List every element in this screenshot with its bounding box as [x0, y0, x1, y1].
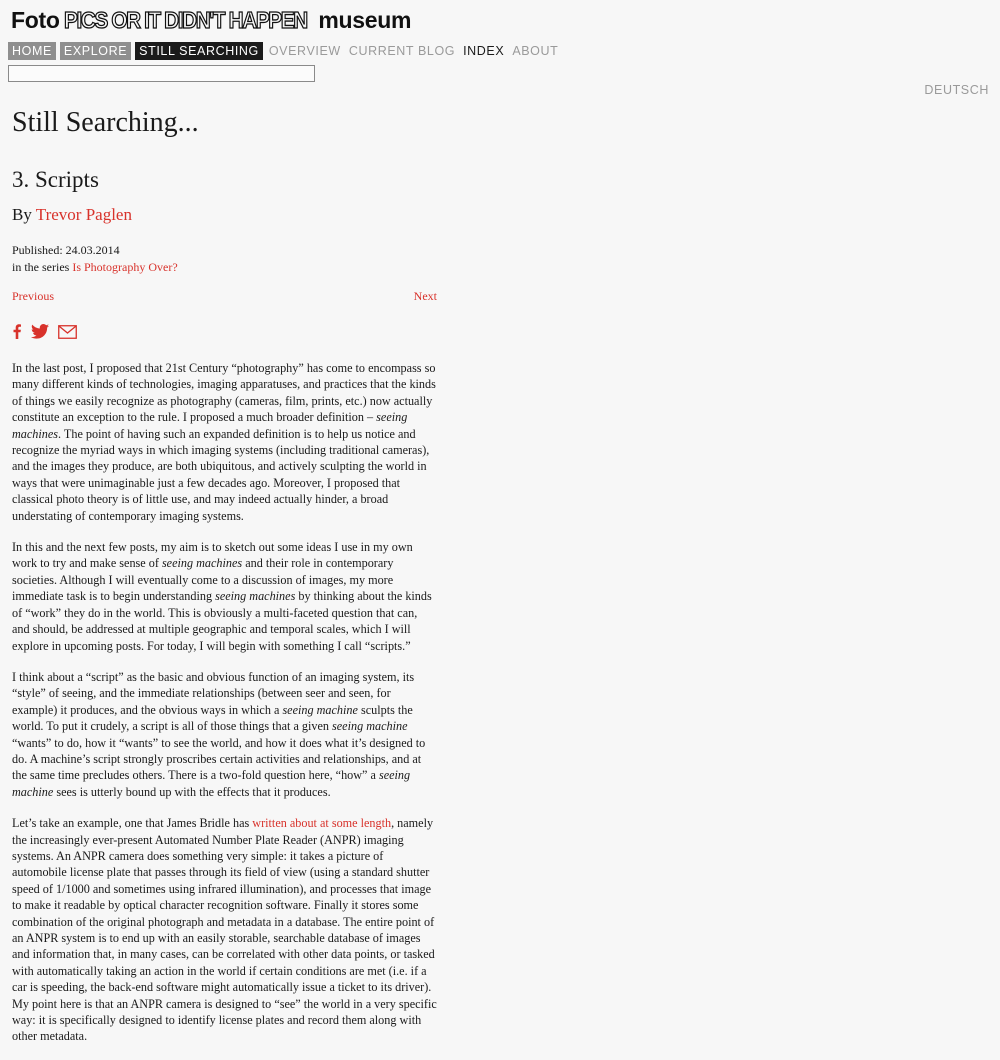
post-meta — [12, 242, 178, 275]
share-bar — [12, 324, 86, 344]
emphasis: seeing machine — [12, 768, 411, 799]
text-run: In this and the next few posts, my aim is to sketch out some ideas I use in my own work to try and make sense of — [12, 540, 413, 571]
article-body — [12, 360, 437, 1060]
text-run: . The point of having such an expanded definition is to help us notice and recognize the myriad ways in which imaging systems (including traditional cameras), and the images they produce, are both ubiquitous, and actively sculpting the world in ways that were unimaginable just a few decades ago. Moreover, I proposed that classical photo theory is of little use, and may indeed actually hinder, a broad understating of contemporary imaging systems. — [12, 426, 430, 523]
section-title: Still Searching... — [12, 107, 199, 138]
email-icon[interactable] — [58, 325, 77, 344]
paragraph-2 — [12, 539, 437, 654]
nav-current-blog[interactable]: CURRENT BLOG — [348, 44, 456, 58]
nav-still-searching[interactable]: STILL SEARCHING — [135, 42, 263, 60]
language-switch-link[interactable]: DEUTSCH — [924, 83, 989, 97]
nav-home[interactable]: HOME — [8, 42, 56, 60]
twitter-icon[interactable] — [31, 324, 49, 344]
published-date: 24.03.2014 — [65, 243, 120, 257]
author-link[interactable]: Trevor Paglen — [35, 205, 132, 224]
emphasis: seeing machine — [282, 702, 358, 717]
emphasis: seeing machines — [12, 410, 408, 441]
text-run: “wants” to do, how it “wants” to see the world, and how it does what it’s designed to do. A machine’s script strongly proscribes certain activities and relationships, and at the same time precludes others. There is a two-fold question here, “how” a — [12, 735, 426, 783]
paragraph-3 — [12, 669, 437, 800]
emphasis: seeing machines — [215, 589, 296, 604]
paragraph-1 — [12, 360, 437, 524]
inline-link-bridle[interactable]: written about at some length — [252, 816, 392, 831]
logo-suffix: museum — [318, 6, 412, 33]
published-line — [12, 242, 178, 259]
text-run: sees is utterly bound up with the effects that it produces. — [53, 784, 331, 799]
text-run: by thinking about the kinds of “work” they do in the world. This is obviously a multi-faceted question that can, and should, be addressed at multiple geographic and temporal scales, which I will explore in upcoming posts. For today, I will begin with something I call “scripts.” — [12, 589, 432, 653]
nav-index[interactable]: INDEX — [463, 44, 505, 58]
text-run: Let’s take an example, one that James Bridle has — [12, 816, 253, 831]
logo-slogan: PICS OR IT DIDN'T HAPPEN — [63, 6, 307, 33]
text-run: and their role in contemporary societies. Although I will eventually come to a discussion of images, my more immediate task is to begin understanding — [12, 556, 394, 604]
series-line — [12, 259, 178, 276]
nav-about[interactable]: ABOUT — [512, 44, 559, 58]
post-title: 3. Scripts — [12, 167, 99, 192]
nav-overview[interactable]: OVERVIEW — [268, 44, 341, 58]
next-link[interactable]: Next — [413, 289, 437, 303]
logo-word: Foto — [11, 6, 60, 33]
emphasis: seeing machine — [332, 719, 408, 734]
previous-link[interactable]: Previous — [12, 289, 54, 303]
series-link[interactable]: Is Photography Over? — [72, 259, 178, 274]
published-label: Published: — [12, 243, 63, 257]
search-input[interactable] — [8, 65, 315, 82]
text-run: , namely the increasingly ever-present Automated Number Plate Reader (ANPR) imaging systems. An ANPR camera does something very simple: it takes a picture of automobile license plate that passes through its field of view (using a standard shutter speed of 1/1000 and sometimes using infrared illumination), and processes that image to make it readable by optical character recognition software. Finally it stores some combination of the original photograph and metadata in a database. The entire point of an ANPR system is to end up with an easily storable, searchable database of images and information that, in many cases, can be correlated with other data points, or tasked with automatically taking an action in the world if certain conditions are met (i.e. if a car is speeding, the back-end software might automatically issue a ticket to its driver). My point here is that an ANPR camera is designed to “see” the world in a very specific way: it is specifically designed to identify license plates and record them along with other metadata. — [12, 816, 437, 1044]
main-nav — [8, 42, 564, 60]
facebook-icon[interactable] — [12, 324, 22, 344]
paragraph-4 — [12, 815, 437, 1045]
post-pager — [12, 289, 437, 303]
emphasis: seeing machines — [161, 556, 243, 571]
site-logo[interactable] — [11, 6, 411, 34]
nav-explore[interactable]: EXPLORE — [60, 42, 131, 60]
by-label: By — [12, 205, 32, 224]
byline — [12, 204, 132, 226]
series-label: in the series — [12, 259, 70, 274]
text-run: I think about a “script” as the basic and obvious function of an imaging system, its “style” of seeing, and the immediate relationships (between seer and seen, for example) it produces, and the obvious ways in which a — [12, 669, 415, 717]
text-run: In the last post, I proposed that 21st Century “photography” has come to encompass so many different kinds of technologies, imaging apparatuses, and practices that the kinds of things we easily recognize as photography (cameras, film, prints, etc.) now actually constitute an exception to the rule. I proposed a much broader definition – — [12, 361, 436, 425]
text-run: sculpts the world. To put it crudely, a script is all of those things that a given — [12, 702, 413, 734]
